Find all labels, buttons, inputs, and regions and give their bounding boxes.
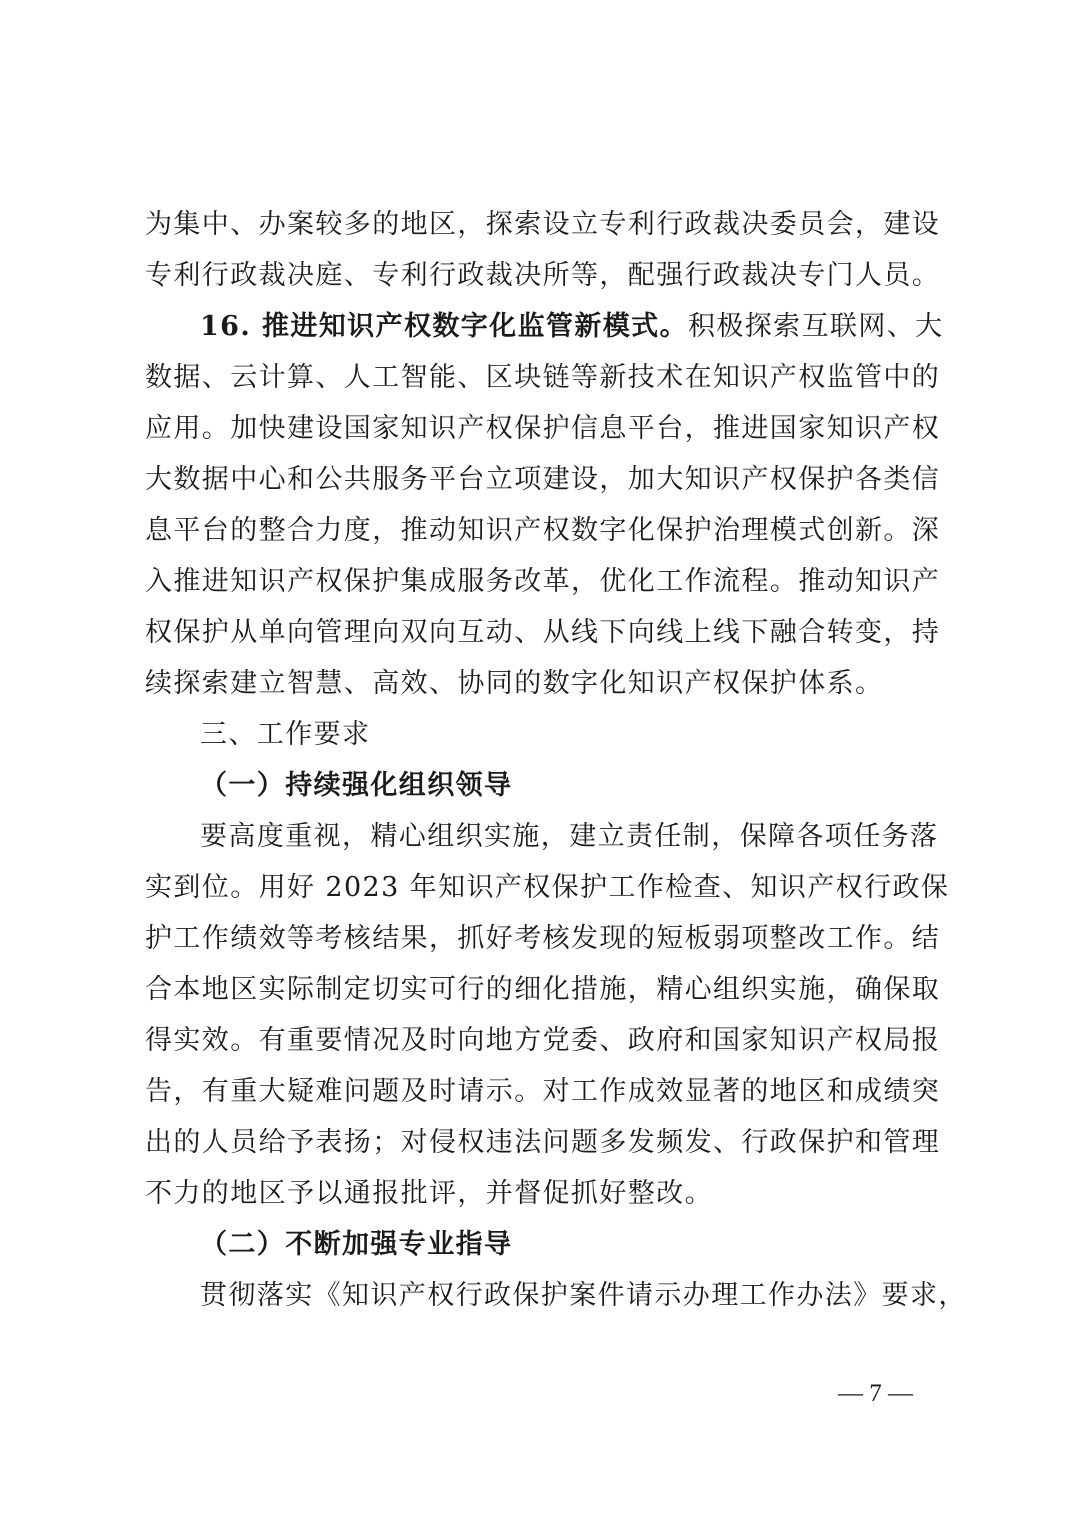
item-16-title: 16. 推进知识产权数字化监管新模式。 <box>200 311 688 342</box>
text-line: 出的人员给予表扬；对侵权违法问题多发频发、行政保护和管理 <box>145 1127 941 1158</box>
text-line: 为集中、办案较多的地区，探索设立专利行政裁决委员会，建设 <box>145 209 941 240</box>
text-line: 要高度重视，精心组织实施，建立责任制，保障各项任务落 <box>200 821 939 852</box>
text-line: 数据、云计算、人工智能、区块链等新技术在知识产权监管中的 <box>145 362 941 393</box>
text-line: 入推进知识产权保护集成服务改革，优化工作流程。推动知识产 <box>145 566 941 597</box>
subsection-heading-2: （二）不断加强专业指导 <box>200 1229 513 1260</box>
text-line: 护工作绩效等考核结果，抓好考核发现的短板弱项整改工作。结 <box>145 923 941 954</box>
item-16-line <box>145 301 945 352</box>
text-line: 不力的地区予以通报批评，并督促抓好整改。 <box>145 1178 713 1209</box>
document-body <box>145 199 967 1321</box>
text-line: 得实效。有重要情况及时向地方党委、政府和国家知识产权局报 <box>145 1025 941 1056</box>
text-line: 实到位。用好 2023 年知识产权保护工作检查、知识产权行政保 <box>145 872 950 903</box>
section-heading: 三、工作要求 <box>200 719 371 750</box>
text-line: 息平台的整合力度，推动知识产权数字化保护治理模式创新。深 <box>145 515 941 546</box>
text-line: 专利行政裁决庭、专利行政裁决所等，配强行政裁决专门人员。 <box>145 260 941 291</box>
text-line: 大数据中心和公共服务平台立项建设，加大知识产权保护各类信 <box>145 464 941 495</box>
subsection-heading-1: （一）持续强化组织领导 <box>200 770 513 801</box>
text-line: 合本地区实际制定切实可行的细化措施，精心组织实施，确保取 <box>145 974 941 1005</box>
text-line: 权保护从单向管理向双向互动、从线下向线上线下融合转变，持 <box>145 617 941 648</box>
text-line: 贯彻落实《知识产权行政保护案件请示办理工作办法》要求， <box>200 1280 967 1311</box>
page-number: — 7 — <box>838 1380 913 1407</box>
text-line: 应用。加快建设国家知识产权保护信息平台，推进国家知识产权 <box>145 413 941 444</box>
item-16-text: 积极探索互联网、大 <box>687 311 944 342</box>
text-line: 续探索建立智慧、高效、协同的数字化知识产权保护体系。 <box>145 668 884 699</box>
text-line: 告，有重大疑难问题及时请示。对工作成效显著的地区和成绩突 <box>145 1076 941 1107</box>
